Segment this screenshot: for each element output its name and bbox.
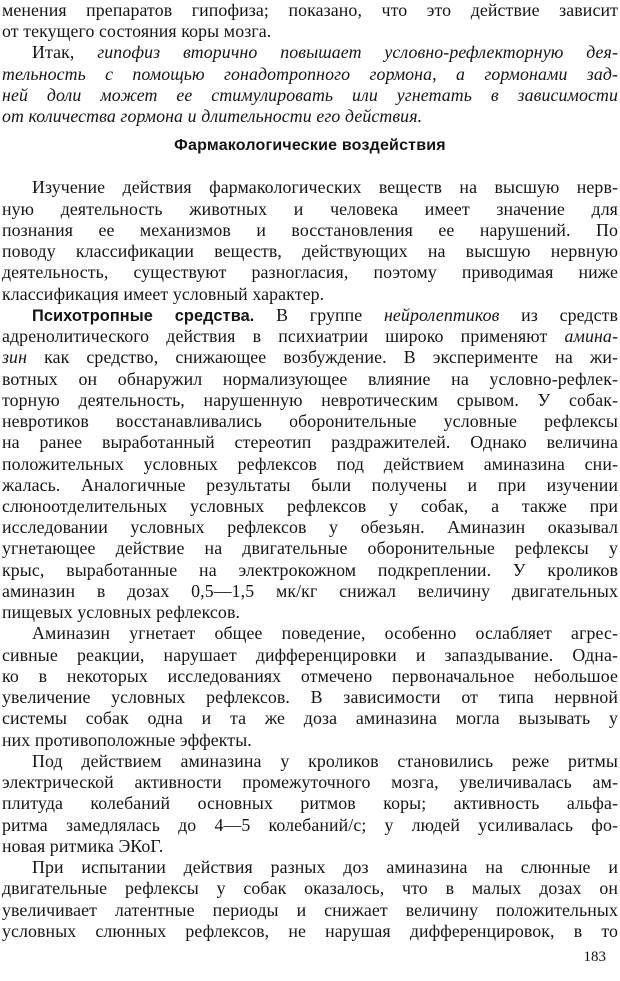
text-line: сивные реакции, нарушает дифференцировки и запаздывание. Одна-: [2, 644, 618, 665]
text-line: ритма замедлялась до 4—5 колебаний/с; у людей усиливалась фо-: [2, 814, 618, 835]
text-line: ней доли может ее стимулировать или угнетать в зависимости: [2, 84, 618, 105]
text-line: ко в некоторых исследованиях отмечено первоначальное небольшое: [2, 665, 618, 686]
text-run: В группе: [254, 304, 384, 325]
text-line: условных слюнных рефлексов, не нарушая дифференцировок, в то: [2, 920, 618, 941]
text-line: исследовании условных рефлексов у обезьян. Аминазин оказывал: [2, 517, 618, 538]
text-line: Аминазин угнетает общее поведение, особенно ослабляет агрес-: [32, 623, 618, 644]
text-line: на ранее выработанный стереотип раздражителей. Однако величина: [2, 432, 618, 453]
text-line: познания ее механизмов и восстановления ее нарушений. По: [2, 219, 618, 240]
text-line: вотных он обнаружил нормализующее влияние на условно-рефлек-: [2, 368, 618, 389]
text-line: увеличивает латентные периоды и снижает величину положительных: [2, 899, 618, 920]
text-line: [2, 326, 618, 347]
text-line: от текущего состояния коры мозга.: [2, 21, 272, 42]
text-run: Итак,: [32, 42, 98, 63]
text-run: как средство, снижающее возбуждение. В эксперименте на жи-: [27, 347, 618, 368]
text-line: [32, 305, 618, 326]
text-line: слюноотделительных условных рефлексов у собак, а также при: [2, 496, 618, 516]
text-line: новая ритмика ЭКоГ.: [2, 835, 164, 856]
text-line: деятельность, существуют разногласия, поэтому приводимая ниже: [2, 262, 618, 283]
text-line: положительных условных рефлексов под действием аминазина сни-: [2, 453, 618, 474]
text-line: менения препаратов гипофиза; показано, что это действие зависит: [2, 0, 618, 20]
text-line: тельность с помощью гонадотропного гормона, а гормонами зад-: [2, 63, 618, 84]
text-line: жалась. Аналогичные результаты были получены и при изучении: [2, 474, 618, 495]
text-line: ную деятельность животных и человека имеет значение для: [2, 198, 618, 219]
text-run: адренолитического действия в психиатрии широко применяют: [2, 326, 565, 347]
italic-run: амина-: [564, 326, 618, 347]
text-line: увеличение условных рефлексов. В зависимости от типа нервной: [2, 687, 618, 708]
text-line: плитуда колебаний основных ритмов коры; активность альфа-: [2, 793, 618, 814]
text-line: поводу классификации веществ, действующих на высшую нервную: [2, 241, 618, 262]
text-line: [2, 347, 618, 368]
text-line: торную деятельность, нарушенную невротическим срывом. У собак-: [2, 389, 618, 410]
text-line: угнетающее действие на двигательные оборонительные рефлексы у: [2, 538, 618, 559]
text-line: крыс, выработанные на электрокожном подкреплении. У кроликов: [2, 559, 618, 580]
italic-run: зин: [2, 347, 28, 368]
text-line: электрической активности промежуточного мозга, увеличивалась ам-: [2, 772, 618, 793]
section-heading: Фармакологические воздействия: [174, 137, 446, 155]
text-line: системы собак одна и та же доза аминазина могла вызывать у: [2, 708, 618, 729]
text-line: от количества гормона и длительности его действия.: [2, 106, 423, 127]
text-line: невротиков восстанавливались оборонительные условные рефлексы: [2, 411, 618, 432]
text-line: При испытании действия разных доз аминазина на слюнные и: [32, 857, 618, 878]
text-line: Под действием аминазина у кроликов становились реже ритмы: [32, 750, 618, 771]
text-line: Изучение действия фармакологических веществ на высшую нерв-: [32, 177, 618, 198]
text-line: аминазин в дозах 0,5—1,5 мк/кг снижал величину двигательных: [2, 580, 618, 601]
text-run: из средств: [499, 304, 619, 325]
bold-run: Психотропные средства.: [32, 306, 255, 325]
text-line: них противоположные эффекты.: [2, 729, 252, 750]
text-line: [32, 42, 618, 63]
text-line: двигательные рефлексы у собак оказалось, что в малых дозах он: [2, 878, 618, 899]
italic-run: гипофиз вторично повышает условно-рефлекторную дея-: [97, 42, 618, 63]
text-line: пищевых условных рефлексов.: [2, 602, 241, 623]
italic-run: нейролептиков: [383, 304, 500, 325]
text-line: классификация имеет условный характер.: [2, 283, 325, 304]
page-number: 183: [583, 949, 606, 965]
